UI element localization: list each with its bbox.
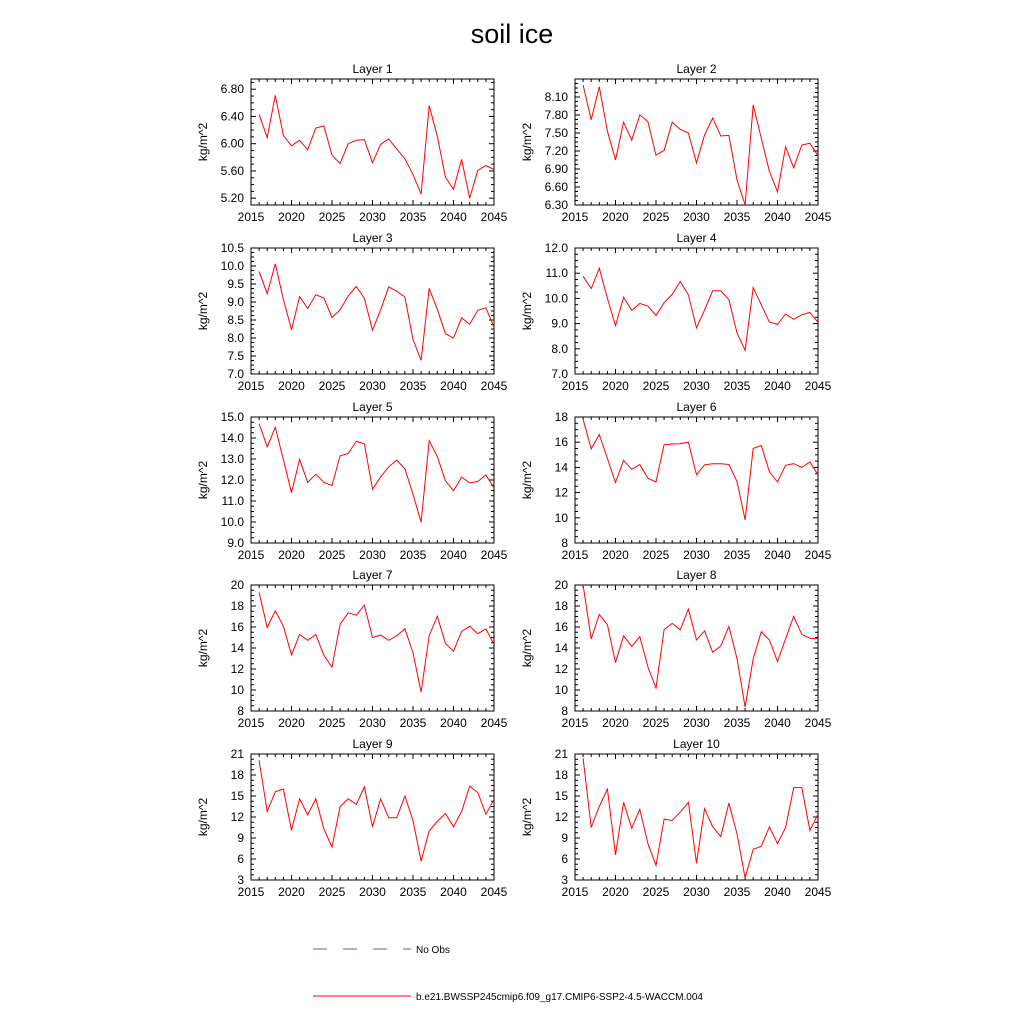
x-tick-label: 2040 bbox=[764, 548, 791, 562]
x-tick-label: 2020 bbox=[602, 885, 629, 899]
x-tick-label: 2035 bbox=[399, 716, 427, 730]
panel-title: Layer 7 bbox=[352, 568, 393, 582]
x-tick-label: 2035 bbox=[399, 885, 427, 899]
x-tick-label: 2035 bbox=[723, 210, 751, 224]
y-axis-label: kg/m^2 bbox=[520, 291, 534, 331]
y-tick-label: 12 bbox=[230, 810, 244, 824]
y-tick-label: 6.30 bbox=[544, 198, 568, 212]
y-axis-label: kg/m^2 bbox=[520, 797, 534, 837]
y-tick-label: 9 bbox=[561, 831, 568, 845]
y-tick-label: 10.0 bbox=[220, 259, 244, 273]
x-tick-label: 2045 bbox=[480, 716, 508, 730]
y-tick-label: 15 bbox=[230, 789, 244, 803]
x-tick-label: 2045 bbox=[804, 885, 832, 899]
panel-title: Layer 6 bbox=[676, 400, 717, 414]
x-tick-label: 2045 bbox=[480, 379, 508, 393]
x-tick-label: 2020 bbox=[278, 885, 305, 899]
y-tick-label: 20 bbox=[230, 578, 244, 592]
series-line bbox=[259, 592, 494, 692]
y-tick-label: 20 bbox=[554, 578, 568, 592]
y-tick-label: 10 bbox=[554, 510, 568, 525]
y-axis-label: kg/m^2 bbox=[196, 460, 210, 500]
series-line bbox=[259, 760, 494, 861]
y-tick-label: 8.10 bbox=[544, 90, 568, 104]
y-tick-label: 9.0 bbox=[551, 316, 568, 331]
series-line bbox=[259, 264, 494, 361]
plot-frame bbox=[251, 417, 494, 543]
x-tick-label: 2035 bbox=[723, 716, 751, 730]
y-tick-label: 8 bbox=[237, 704, 244, 718]
y-tick-label: 15.0 bbox=[220, 410, 244, 424]
y-tick-label: 10 bbox=[554, 683, 568, 697]
x-tick-label: 2030 bbox=[359, 548, 386, 562]
y-tick-label: 12 bbox=[230, 662, 244, 676]
y-tick-label: 8.0 bbox=[227, 331, 244, 345]
panel-title: Layer 3 bbox=[352, 231, 393, 245]
y-tick-label: 6.80 bbox=[220, 82, 244, 97]
x-tick-label: 2020 bbox=[278, 716, 305, 730]
x-tick-label: 2045 bbox=[804, 210, 832, 224]
x-tick-label: 2040 bbox=[440, 379, 467, 393]
x-tick-label: 2020 bbox=[602, 548, 629, 562]
y-tick-label: 21 bbox=[554, 747, 568, 761]
y-tick-label: 5.20 bbox=[220, 191, 244, 206]
y-tick-label: 3 bbox=[561, 873, 568, 887]
y-tick-label: 12 bbox=[554, 485, 568, 500]
x-tick-label: 2040 bbox=[764, 885, 791, 899]
y-tick-label: 13.0 bbox=[220, 452, 244, 466]
x-tick-label: 2045 bbox=[804, 548, 832, 562]
series-line bbox=[583, 419, 818, 520]
plot-frame bbox=[251, 248, 494, 374]
x-tick-label: 2025 bbox=[642, 716, 670, 730]
y-axis-label: kg/m^2 bbox=[196, 291, 210, 331]
y-tick-label: 10.5 bbox=[220, 241, 244, 255]
panel-title: Layer 8 bbox=[676, 568, 717, 582]
y-tick-label: 10 bbox=[230, 683, 244, 697]
y-tick-label: 6.00 bbox=[220, 136, 244, 151]
x-tick-label: 2030 bbox=[683, 716, 710, 730]
x-tick-label: 2015 bbox=[237, 885, 265, 899]
panel-layer-8 bbox=[520, 568, 832, 730]
x-tick-label: 2030 bbox=[683, 379, 710, 393]
x-tick-label: 2030 bbox=[359, 210, 386, 224]
y-axis-label: kg/m^2 bbox=[520, 628, 534, 668]
y-tick-label: 18 bbox=[230, 599, 244, 613]
x-tick-label: 2020 bbox=[602, 379, 629, 393]
panel-title: Layer 10 bbox=[673, 737, 720, 751]
plot-frame bbox=[575, 585, 818, 711]
x-tick-label: 2025 bbox=[318, 885, 346, 899]
x-tick-label: 2035 bbox=[723, 548, 751, 562]
y-tick-label: 12.0 bbox=[544, 241, 568, 255]
y-axis-label: kg/m^2 bbox=[196, 628, 210, 668]
x-tick-label: 2040 bbox=[764, 210, 791, 224]
x-tick-label: 2045 bbox=[480, 210, 508, 224]
panel-layer-4 bbox=[520, 231, 832, 393]
y-tick-label: 12 bbox=[554, 810, 568, 824]
x-tick-label: 2040 bbox=[440, 210, 467, 224]
x-tick-label: 2030 bbox=[359, 885, 386, 899]
x-tick-label: 2040 bbox=[764, 716, 791, 730]
y-tick-label: 6 bbox=[561, 852, 568, 866]
panel-layer-9 bbox=[196, 737, 508, 899]
x-tick-label: 2020 bbox=[278, 210, 305, 224]
y-tick-label: 14 bbox=[554, 460, 568, 475]
x-tick-label: 2025 bbox=[318, 548, 346, 562]
y-tick-label: 15 bbox=[554, 789, 568, 803]
y-tick-label: 9.0 bbox=[227, 295, 244, 309]
panel-layer-10 bbox=[520, 737, 832, 899]
x-tick-label: 2040 bbox=[440, 716, 467, 730]
legend bbox=[313, 945, 703, 1003]
x-tick-label: 2040 bbox=[440, 548, 467, 562]
y-tick-label: 18 bbox=[554, 599, 568, 613]
panel-layer-3 bbox=[196, 231, 508, 393]
y-tick-label: 18 bbox=[554, 410, 568, 424]
x-tick-label: 2035 bbox=[723, 885, 751, 899]
y-tick-label: 12 bbox=[554, 662, 568, 676]
series-line bbox=[583, 85, 818, 205]
legend-model-label: b.e21.BWSSP245cmip6.f09_g17.CMIP6-SSP2-4.5-WACCM.004 bbox=[416, 992, 703, 1003]
y-tick-label: 8.5 bbox=[227, 313, 244, 327]
x-tick-label: 2030 bbox=[683, 548, 710, 562]
x-tick-label: 2035 bbox=[399, 210, 427, 224]
y-tick-label: 16 bbox=[554, 435, 568, 450]
x-tick-label: 2015 bbox=[237, 379, 265, 393]
y-axis-label: kg/m^2 bbox=[196, 797, 210, 837]
y-tick-label: 14 bbox=[554, 641, 568, 655]
panel-title: Layer 5 bbox=[352, 400, 393, 414]
x-tick-label: 2030 bbox=[683, 210, 710, 224]
y-tick-label: 14 bbox=[230, 641, 244, 655]
plot-frame bbox=[251, 79, 494, 205]
x-tick-label: 2015 bbox=[561, 210, 589, 224]
y-tick-label: 11.0 bbox=[221, 494, 244, 508]
x-tick-label: 2025 bbox=[318, 379, 346, 393]
panel-layer-7 bbox=[196, 568, 508, 730]
x-tick-label: 2030 bbox=[359, 716, 386, 730]
y-tick-label: 6.40 bbox=[220, 109, 244, 124]
x-tick-label: 2035 bbox=[399, 548, 427, 562]
x-tick-label: 2015 bbox=[561, 379, 589, 393]
x-tick-label: 2020 bbox=[278, 548, 305, 562]
y-tick-label: 3 bbox=[237, 873, 244, 887]
y-tick-label: 10.0 bbox=[220, 515, 244, 529]
x-tick-label: 2025 bbox=[642, 548, 670, 562]
x-tick-label: 2045 bbox=[480, 548, 508, 562]
x-tick-label: 2025 bbox=[642, 379, 670, 393]
y-tick-label: 9.0 bbox=[227, 536, 244, 550]
x-tick-label: 2030 bbox=[683, 885, 710, 899]
x-tick-label: 2040 bbox=[764, 379, 791, 393]
x-tick-label: 2045 bbox=[804, 379, 832, 393]
x-tick-label: 2015 bbox=[561, 548, 589, 562]
y-tick-label: 14.0 bbox=[220, 431, 244, 445]
panel-title: Layer 4 bbox=[676, 231, 717, 245]
y-tick-label: 7.0 bbox=[551, 367, 568, 381]
panel-title: Layer 9 bbox=[352, 737, 393, 751]
y-tick-label: 8 bbox=[561, 536, 568, 550]
x-tick-label: 2035 bbox=[399, 379, 427, 393]
panel-title: Layer 2 bbox=[676, 62, 717, 76]
y-tick-label: 18 bbox=[230, 768, 244, 782]
y-tick-label: 6.60 bbox=[544, 180, 568, 194]
x-tick-label: 2025 bbox=[642, 210, 670, 224]
panels bbox=[196, 62, 832, 899]
y-tick-label: 8.0 bbox=[551, 341, 568, 356]
panel-title: Layer 1 bbox=[352, 62, 393, 76]
panel-layer-6 bbox=[520, 400, 832, 562]
series-line bbox=[583, 585, 818, 707]
plot-frame bbox=[575, 79, 818, 205]
y-tick-label: 7.0 bbox=[227, 367, 244, 381]
y-tick-label: 10.0 bbox=[544, 291, 568, 306]
y-tick-label: 7.20 bbox=[544, 144, 568, 158]
panel-layer-5 bbox=[196, 400, 508, 562]
x-tick-label: 2040 bbox=[440, 885, 467, 899]
x-tick-label: 2015 bbox=[237, 548, 265, 562]
y-axis-label: kg/m^2 bbox=[520, 122, 534, 162]
y-tick-label: 6 bbox=[237, 852, 244, 866]
x-tick-label: 2015 bbox=[237, 210, 265, 224]
x-tick-label: 2035 bbox=[723, 379, 751, 393]
panel-layer-2 bbox=[520, 62, 832, 224]
y-tick-label: 16 bbox=[554, 620, 568, 634]
x-tick-label: 2020 bbox=[278, 379, 305, 393]
y-tick-label: 9 bbox=[237, 831, 244, 845]
x-tick-label: 2020 bbox=[602, 210, 629, 224]
x-tick-label: 2045 bbox=[804, 716, 832, 730]
x-tick-label: 2015 bbox=[561, 885, 589, 899]
plot-frame bbox=[251, 754, 494, 880]
y-tick-label: 6.90 bbox=[544, 162, 568, 176]
x-tick-label: 2015 bbox=[561, 716, 589, 730]
legend-no-obs-label: No Obs bbox=[416, 945, 450, 956]
y-tick-label: 16 bbox=[230, 620, 244, 634]
panel-layer-1 bbox=[196, 62, 508, 224]
x-tick-label: 2030 bbox=[359, 379, 386, 393]
y-tick-label: 11.0 bbox=[545, 266, 568, 281]
y-axis-label: kg/m^2 bbox=[520, 460, 534, 500]
x-tick-label: 2025 bbox=[318, 716, 346, 730]
x-tick-label: 2020 bbox=[602, 716, 629, 730]
y-tick-label: 12.0 bbox=[220, 473, 244, 487]
x-tick-label: 2025 bbox=[318, 210, 346, 224]
y-axis-label: kg/m^2 bbox=[196, 122, 210, 162]
chart-title: soil ice bbox=[470, 19, 554, 49]
series-line bbox=[583, 268, 818, 350]
y-tick-label: 7.50 bbox=[544, 126, 568, 140]
plot-frame bbox=[575, 417, 818, 543]
y-tick-label: 18 bbox=[554, 768, 568, 782]
x-tick-label: 2045 bbox=[480, 885, 508, 899]
series-line bbox=[583, 758, 818, 878]
series-line bbox=[259, 95, 494, 198]
x-tick-label: 2015 bbox=[237, 716, 265, 730]
series-line bbox=[259, 424, 494, 523]
y-tick-label: 7.5 bbox=[227, 349, 244, 363]
plot-frame bbox=[251, 585, 494, 711]
y-tick-label: 21 bbox=[230, 747, 244, 761]
y-tick-label: 8 bbox=[561, 704, 568, 718]
x-tick-label: 2025 bbox=[642, 885, 670, 899]
y-tick-label: 5.60 bbox=[220, 163, 244, 178]
y-tick-label: 7.80 bbox=[544, 108, 568, 122]
y-tick-label: 9.5 bbox=[227, 277, 244, 291]
